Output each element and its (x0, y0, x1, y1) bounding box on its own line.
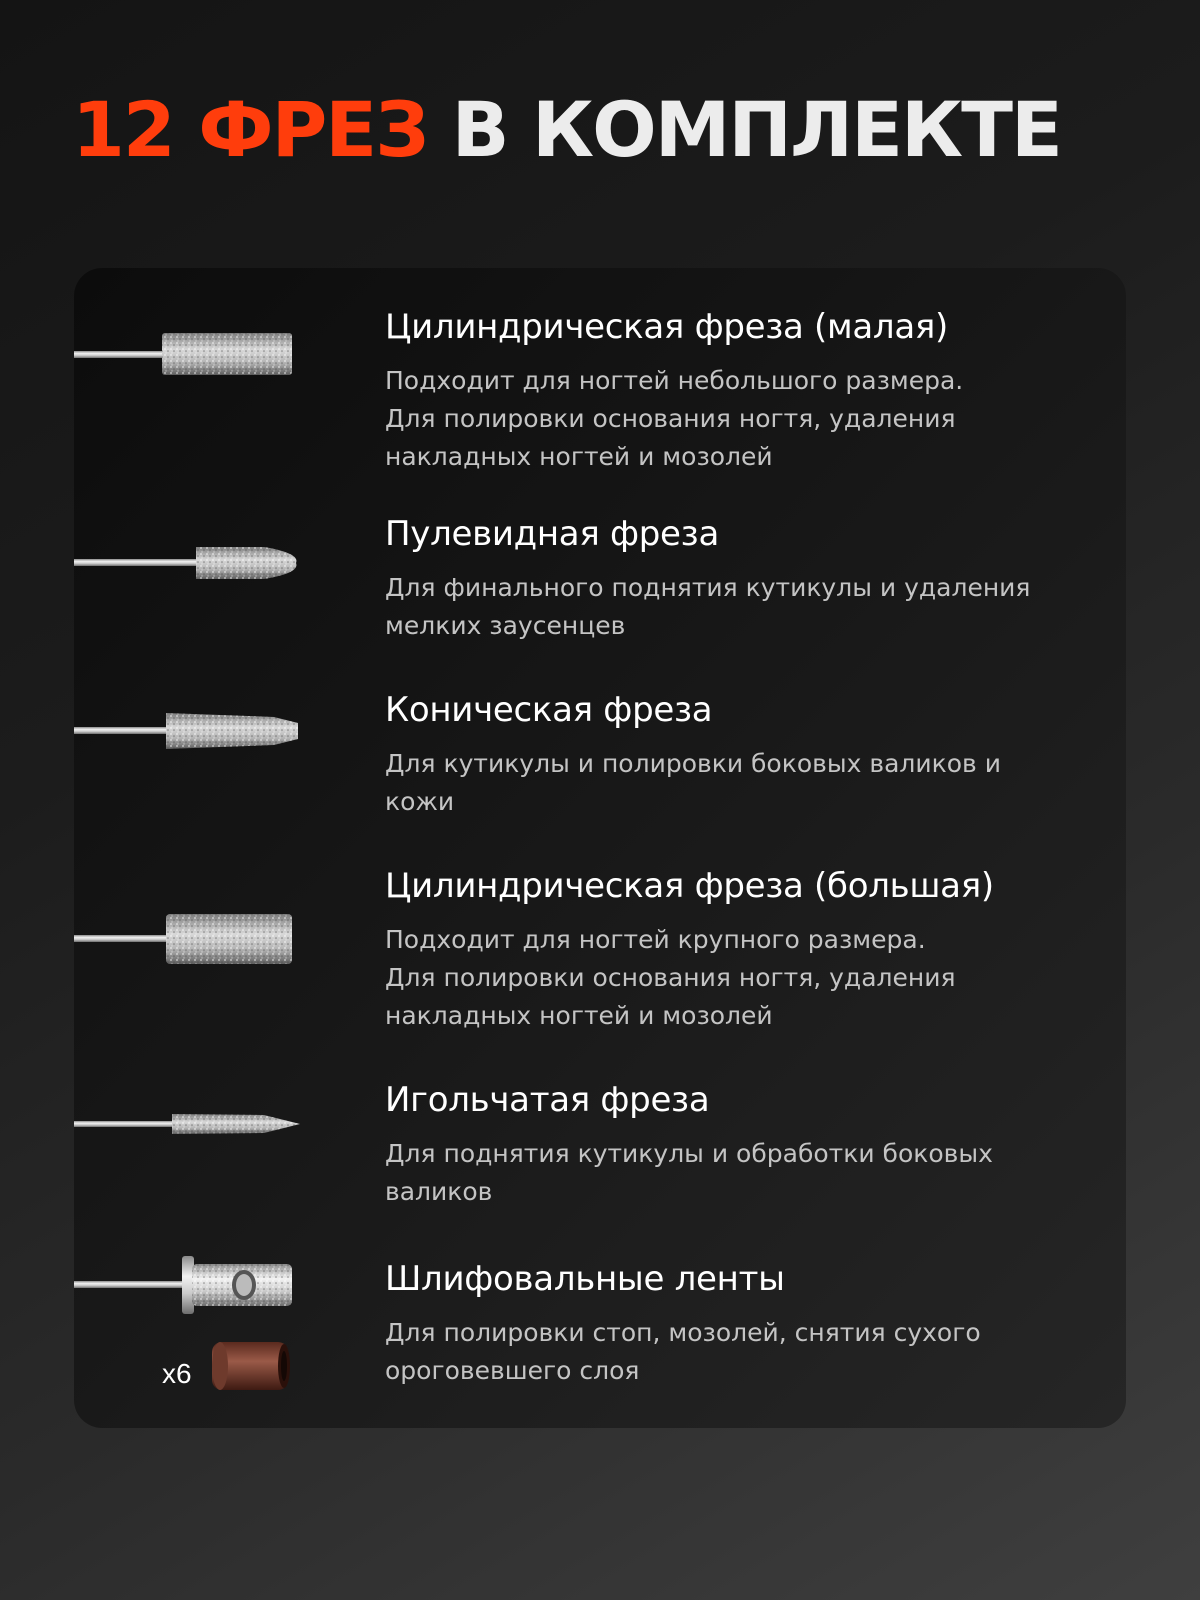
item-description: Подходит для ногтей небольшого размера. Для полировки основания ногтя, удаления накладных ногтей и мозолей (385, 366, 964, 471)
item-title: Коническая фреза (385, 690, 713, 730)
item-description: Для полировки стоп, мозолей, снятия сухого ороговевшего слоя (385, 1318, 981, 1385)
item-description: Подходит для ногтей крупного размера. Для полировки основания ногтя, удаления накладных ногтей и мозолей (385, 925, 956, 1030)
item-text (385, 1079, 1095, 1211)
item-title: Игольчатая фреза (385, 1080, 710, 1120)
item-title: Пулевидная фреза (385, 514, 719, 554)
headline-rest: В КОМПЛЕКТЕ (427, 85, 1061, 174)
item-text (385, 689, 1095, 821)
item-text (385, 1258, 1095, 1390)
item-title: Шлифовальные ленты (385, 1259, 785, 1299)
headline-accent: 12 ФРЕЗ (72, 85, 428, 174)
cone-bit-icon (74, 709, 304, 753)
item-title: Цилиндрическая фреза (малая) (385, 307, 948, 347)
item-title: Цилиндрическая фреза (большая) (385, 866, 994, 906)
page-headline (72, 85, 1061, 174)
item-text (385, 865, 1095, 1035)
needle-bit-icon (74, 1110, 304, 1140)
sanding-band-icon (208, 1340, 292, 1392)
sanding-band-mandrel-icon (74, 1250, 304, 1400)
item-description: Для поднятия кутикулы и обработки боковых валиков (385, 1139, 993, 1206)
band-quantity: x6 (162, 1358, 192, 1389)
cylinder-bit-large-icon (74, 911, 304, 967)
item-text (385, 513, 1095, 645)
item-description: Для финального поднятия кутикулы и удаления мелких заусенцев (385, 573, 1031, 640)
cylinder-bit-small-icon (74, 330, 304, 380)
item-description: Для кутикулы и полировки боковых валиков и кожи (385, 749, 1001, 816)
item-text (385, 306, 1095, 476)
bullet-bit-icon (74, 541, 304, 585)
bits-card (74, 268, 1126, 1428)
